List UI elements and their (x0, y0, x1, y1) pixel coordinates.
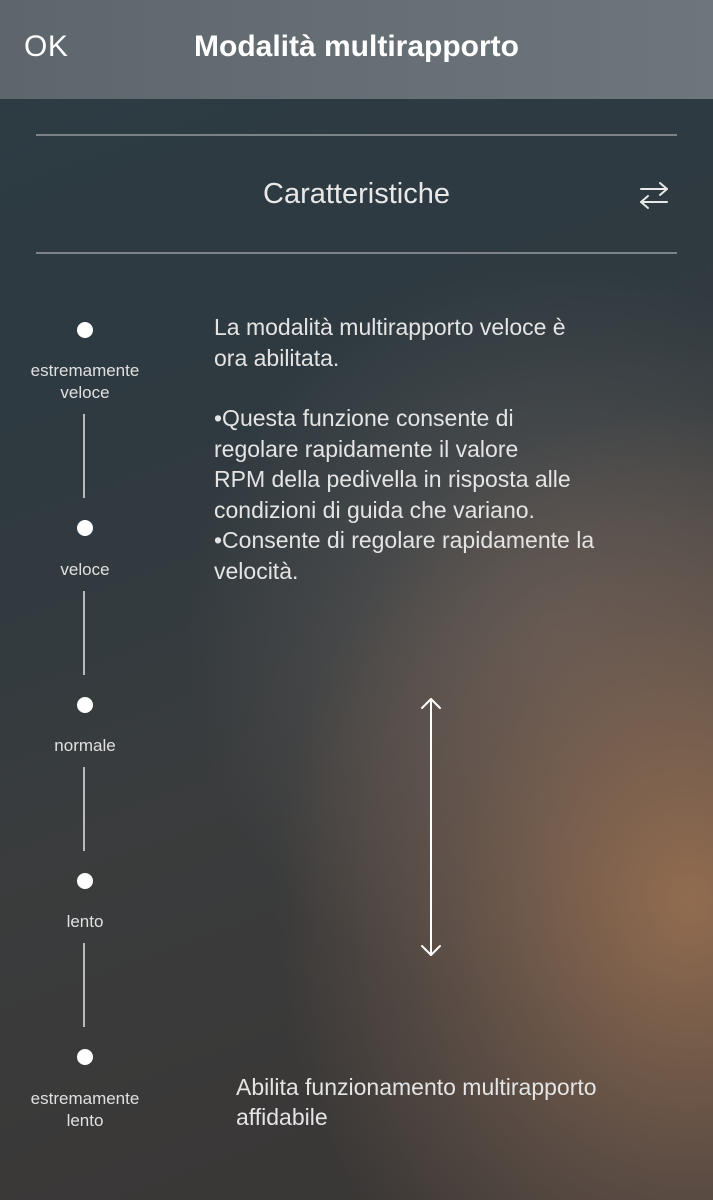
description-line: RPM della pedivella in risposta alle (214, 466, 571, 492)
scale-connector (83, 414, 85, 498)
ok-button[interactable]: OK (24, 30, 69, 63)
scale-dot-extremely-slow[interactable] (77, 1049, 93, 1065)
double-vertical-arrow-icon (420, 697, 442, 957)
reliable-operation-text[interactable] (236, 1072, 686, 1132)
scale-connector (83, 767, 85, 851)
scale-label-line: normale (54, 736, 116, 755)
scale-dot-extremely-fast[interactable] (77, 322, 93, 338)
scale-label-line: estremamente (30, 1089, 140, 1108)
description-line: •Questa funzione consente di (214, 405, 514, 431)
description-line: condizioni di guida che variano. (214, 496, 535, 523)
description-line: La modalità multirapporto veloce è (214, 314, 566, 340)
footer-line: affidabile (236, 1104, 328, 1130)
swap-arrows-icon[interactable] (637, 180, 671, 210)
scale-connector (83, 943, 85, 1027)
scale-label-normal[interactable] (0, 735, 170, 757)
scale-label-extremely-slow[interactable] (0, 1088, 170, 1132)
description-line: velocità. (214, 557, 299, 584)
section-title: Caratteristiche (263, 178, 450, 210)
scale-label-line: lento (66, 1111, 104, 1130)
footer-line: Abilita funzionamento multirapporto (236, 1074, 597, 1100)
scale-dot-normal[interactable] (77, 697, 93, 713)
scale-label-slow[interactable] (0, 911, 170, 933)
scale-label-line: veloce (60, 560, 110, 579)
description-line: regolare rapidamente il valore (214, 435, 519, 462)
scale-dot-fast[interactable] (77, 520, 93, 536)
scale-connector (83, 591, 85, 675)
description-line: ora abilitata. (214, 344, 340, 371)
description-line: •Consente di regolare rapidamente la (214, 527, 595, 553)
scale-dot-slow[interactable] (77, 873, 93, 889)
scale-label-fast[interactable] (0, 559, 170, 581)
page-title: Modalità multirapporto (194, 30, 519, 63)
mode-description (214, 312, 664, 586)
scale-label-extremely-fast[interactable] (0, 360, 170, 404)
scale-label-line: veloce (60, 383, 110, 402)
scale-label-line: estremamente (30, 361, 140, 380)
speed-scale (0, 0, 170, 1200)
scale-label-line: lento (66, 912, 104, 931)
